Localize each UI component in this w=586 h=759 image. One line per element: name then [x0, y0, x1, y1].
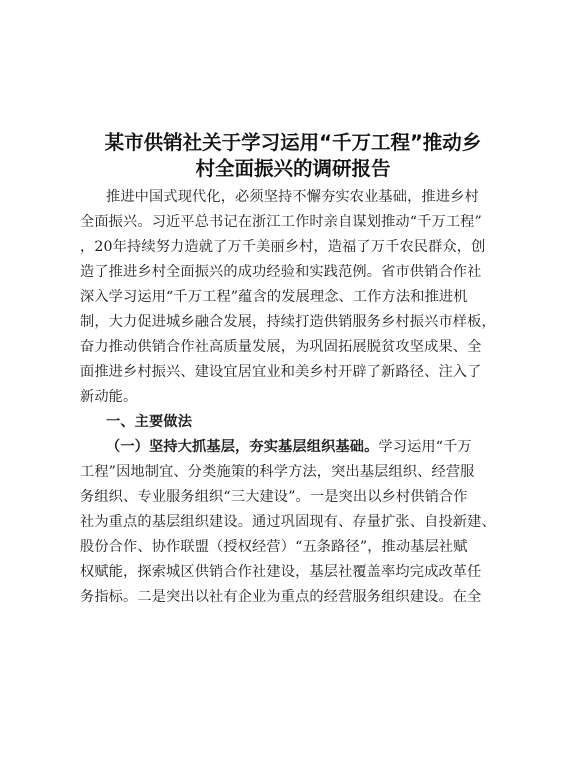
intro-line: 推进中国式现代化，必须坚持不懈夯实农业基础，推进乡村: [106, 189, 479, 205]
document-title-line-1: 某市供销社关于学习运用“千万工程”推动乡: [104, 131, 482, 154]
subsection-first-line: [106, 437, 506, 457]
section-heading: 一、主要做法: [106, 414, 193, 430]
intro-line: ，20年持续努力造就了万千美丽乡村，造福了万千农民群众，创: [80, 239, 486, 255]
intro-line: 新动能。: [80, 389, 138, 405]
body-line: 社为重点的基层组织建设。通过巩固现有、存量扩张、自投新建、: [80, 514, 496, 530]
intro-line: 全面振兴。习近平总书记在浙江工作时亲自谋划推动“千万工程”: [80, 214, 482, 230]
intro-line: 深入学习运用“千万工程”蕴含的发展理念、工作方法和推进机: [80, 289, 468, 305]
body-line: 工程”因地制宜、分类施策的科学方法，突出基层组织、经营服: [80, 464, 475, 480]
intro-line: 面推进乡村振兴、建设宜居宜业和美乡村开辟了新路径、注入了: [80, 364, 482, 380]
body-line: 务指标。二是突出以社有企业为重点的经营服务组织建设。在全: [80, 589, 482, 605]
intro-line: 造了推进乡村全面振兴的成功经验和实践范例。省市供销合作社: [80, 264, 482, 280]
body-line: 权赋能，探索城区供销合作社建设，基层社覆盖率均完成改革任: [80, 564, 482, 580]
body-line: 务组织、专业服务组织“三大建设”。一是突出以乡村供销合作: [80, 489, 468, 505]
intro-line: 制，大力促进城乡融合发展，持续打造供销服务乡村振兴市样板，: [80, 314, 496, 330]
subsection-first-line-rest: 学习运用“千万: [378, 439, 472, 455]
document-title-line-2: 村全面振兴的调研报告: [195, 157, 391, 180]
subsection-lead: （一）坚持大抓基层，夯实基层组织基础。: [106, 439, 379, 455]
body-line: 股份合作、协作联盟（授权经营）“五条路径”，推动基层社赋: [80, 539, 468, 555]
intro-line: 奋力推动供销合作社高质量发展，为巩固拓展脱贫攻坚成果、全: [80, 339, 482, 355]
